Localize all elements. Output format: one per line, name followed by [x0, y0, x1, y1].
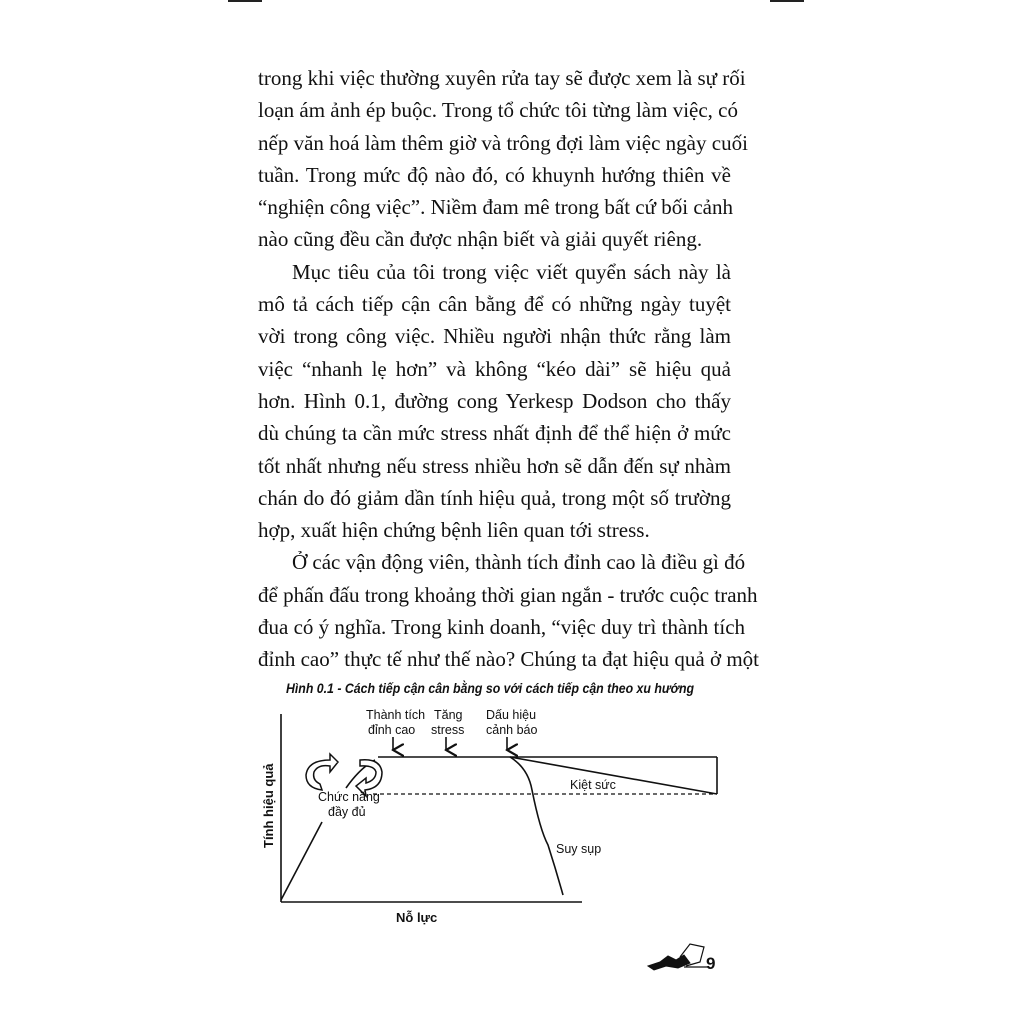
label-stress-2: stress: [431, 723, 465, 737]
text-line: trong khi việc thường xuyên rửa tay sẽ được xem là sự rối: [258, 66, 746, 90]
collapse-curve: [510, 757, 563, 895]
label-peak-2: đỉnh cao: [368, 723, 416, 737]
label-collapse: Suy sụp: [556, 842, 602, 856]
text-line: đua có ý nghĩa. Trong kinh doanh, “việc duy trì thành tích: [258, 615, 746, 640]
label-stress-1: Tăng: [434, 708, 463, 722]
text-line: đỉnh cao” thực tế như thế nào? Chúng ta đạt hiệu quả ở một: [258, 647, 759, 672]
y-axis-label: Tính hiệu quả: [261, 763, 276, 848]
text-line: hơn. Hình 0.1, đường cong Yerkesp Dodson cho thấy: [258, 388, 731, 413]
label-burnout: Kiệt sức: [570, 778, 616, 792]
label-warning-2: cảnh báo: [486, 723, 538, 737]
text-line: Ở các vận động viên, thành tích đỉnh cao là điều gì đó: [292, 550, 746, 575]
label-full-1: Chức năng: [318, 790, 380, 804]
text-line: tốt nhất nhưng nếu stress nhiều hơn sẽ dẫn đến sự nhàm: [258, 453, 731, 478]
text-line: hợp, xuất hiện chứng bệnh liên quan tới stress.: [258, 518, 650, 543]
figure-caption: Hình 0.1 - Cách tiếp cận cân bằng so với cách tiếp cận theo xu hướng: [285, 680, 695, 696]
label-warning-1: Dấu hiệu: [486, 708, 537, 722]
text-line: “nghiện công việc”. Niềm đam mê trong bất cứ bối cảnh: [258, 195, 733, 220]
text-line: chán do đó giảm dần tính hiệu quả, trong một số trường: [258, 485, 731, 510]
x-axis-label: Nỗ lực: [396, 910, 438, 925]
text-line: dù chúng ta cần mức stress nhất định để thể hiện ở mức: [258, 421, 731, 446]
text-line: tuần. Trong mức độ nào đó, có khuynh hướng thiên về: [258, 162, 731, 187]
text-line: loạn ám ảnh ép buộc. Trong tổ chức tôi từng làm việc, có: [258, 98, 739, 123]
rise-curve: [281, 822, 322, 900]
text-line: vời trong công việc. Nhiều người nhận thức rằng làm: [258, 324, 731, 349]
footer-ornament-icon: [648, 944, 708, 970]
text-line: Mục tiêu của tôi trong việc viết quyển sách này là: [292, 259, 731, 284]
label-full-2: đầy đủ: [328, 805, 366, 819]
text-line: để phấn đấu trong khoảng thời gian ngắn - trước cuộc tranh: [258, 582, 758, 607]
page-number: 9: [706, 954, 716, 973]
text-line: việc “nhanh lẹ hơn” và không “kéo dài” sẽ hiệu quả: [258, 356, 731, 381]
label-peak-1: Thành tích: [366, 708, 426, 722]
text-line: nào cũng đều cần được nhận biết và giải quyết riêng.: [258, 227, 703, 252]
text-line: mô tả cách tiếp cận cân bằng để có những ngày tuyệt: [258, 292, 731, 317]
text-line: nếp văn hoá làm thêm giờ và trông đợi làm việc ngày cuối: [258, 130, 748, 155]
